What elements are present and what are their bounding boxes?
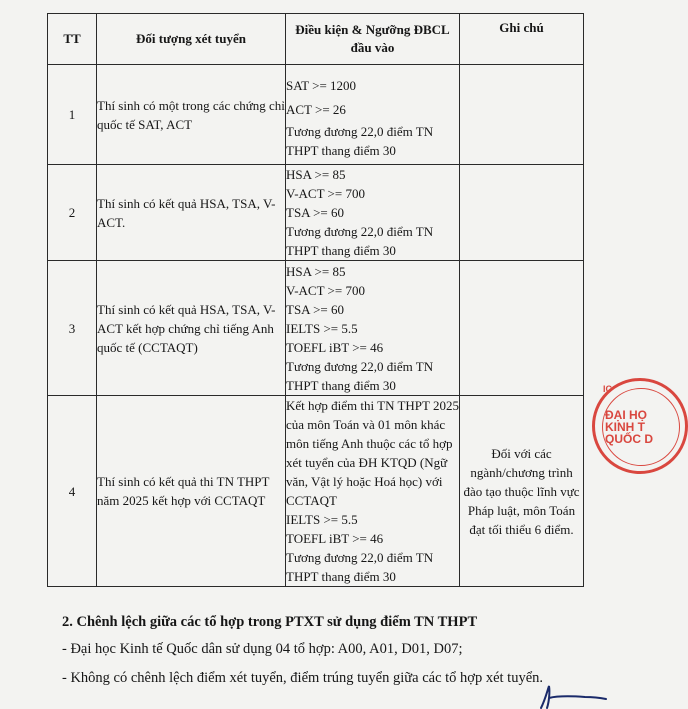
stamp-text: ĐẠI HỌ xyxy=(605,408,647,422)
stamp-text: KINH T xyxy=(605,420,645,434)
red-seal-stamp xyxy=(592,378,688,474)
signature-icon xyxy=(537,682,607,709)
row-number: 4 xyxy=(48,396,97,587)
row-target: Thí sinh có kết quả HSA, TSA, V-ACT. xyxy=(97,165,286,261)
row-target: Thí sinh có kết quả thi TN THPT năm 2025 kết hợp với CCTAQT xyxy=(97,396,286,587)
row-number: 2 xyxy=(48,165,97,261)
condition-line: Tương đương 22,0 điểm TN THPT thang điểm 30 xyxy=(286,224,434,258)
condition-line: Kết hợp điểm thi TN THPT 2025 của môn Toán và 01 môn khác môn tiếng Anh thuộc các tổ hợp xét tuyển của ĐH KTQD (Ngữ văn, Vật lý hoặc Hoá học) với CCTAQT xyxy=(286,398,459,508)
condition-line: IELTS >= 5.5 xyxy=(286,512,358,527)
condition-line: IELTS >= 5.5 xyxy=(286,320,358,336)
condition-line: SAT >= 1200 xyxy=(286,77,357,93)
row-conditions xyxy=(286,396,460,587)
condition-line: Tương đương 22,0 điểm TN THPT thang điểm 30 xyxy=(286,550,434,584)
header-target: Đối tượng xét tuyển xyxy=(97,14,286,65)
table-header-row xyxy=(48,14,584,65)
condition-line: V-ACT >= 700 xyxy=(286,186,365,201)
header-condition-line1: Điều kiện & Ngưỡng ĐBCL xyxy=(295,22,450,37)
table-row xyxy=(48,261,584,396)
condition-line: TSA >= 60 xyxy=(286,205,345,220)
header-condition xyxy=(286,14,460,65)
row-target: Thí sinh có một trong các chứng chỉ quốc tế SAT, ACT xyxy=(97,65,286,165)
row-note xyxy=(460,261,584,396)
condition-line: HSA >= 85 xyxy=(286,263,346,279)
admission-criteria-table xyxy=(47,13,584,587)
row-conditions xyxy=(286,261,460,396)
stamp-text: IC xyxy=(603,384,612,394)
row-note xyxy=(460,165,584,261)
header-tt: TT xyxy=(48,14,97,65)
table-row xyxy=(48,396,584,587)
section-2-bullet-1: - Đại học Kinh tế Quốc dân sử dụng 04 tổ hợp: A00, A01, D01, D07; xyxy=(62,641,463,657)
stamp-text: QUỐC D xyxy=(605,432,653,446)
condition-line: V-ACT >= 700 xyxy=(286,282,365,298)
condition-line: Tương đương 22,0 điểm TN THPT thang điểm 30 xyxy=(286,358,434,393)
condition-line: Tương đương 22,0 điểm TN THPT thang điểm 30 xyxy=(286,123,434,158)
section-2-heading: 2. Chênh lệch giữa các tổ hợp trong PTXT sử dụng điểm TN THPT xyxy=(62,614,478,630)
row-note xyxy=(460,65,584,165)
header-note: Ghi chú xyxy=(460,14,584,65)
row-number: 1 xyxy=(48,65,97,165)
row-conditions xyxy=(286,65,460,165)
condition-line: TOEFL iBT >= 46 xyxy=(286,339,384,355)
section-2-bullet-2: - Không có chênh lệch điểm xét tuyển, điểm trúng tuyển giữa các tổ hợp xét tuyển. xyxy=(62,670,543,686)
condition-line: HSA >= 85 xyxy=(286,167,346,182)
condition-line: ACT >= 26 xyxy=(286,101,346,117)
header-condition-line2: đầu vào xyxy=(350,40,395,55)
table-row xyxy=(48,165,584,261)
row-target: Thí sinh có kết quả HSA, TSA, V-ACT kết hợp chứng chỉ tiếng Anh quốc tế (CCTAQT) xyxy=(97,261,286,396)
row-number: 3 xyxy=(48,261,97,396)
condition-line: TSA >= 60 xyxy=(286,301,345,317)
condition-line: TOEFL iBT >= 46 xyxy=(286,531,384,546)
row-note: Đối với các ngành/chương trình đào tạo thuộc lĩnh vực Pháp luật, môn Toán đạt tối thiểu 6 điểm. xyxy=(460,396,584,587)
row-conditions xyxy=(286,165,460,261)
table-row xyxy=(48,65,584,165)
